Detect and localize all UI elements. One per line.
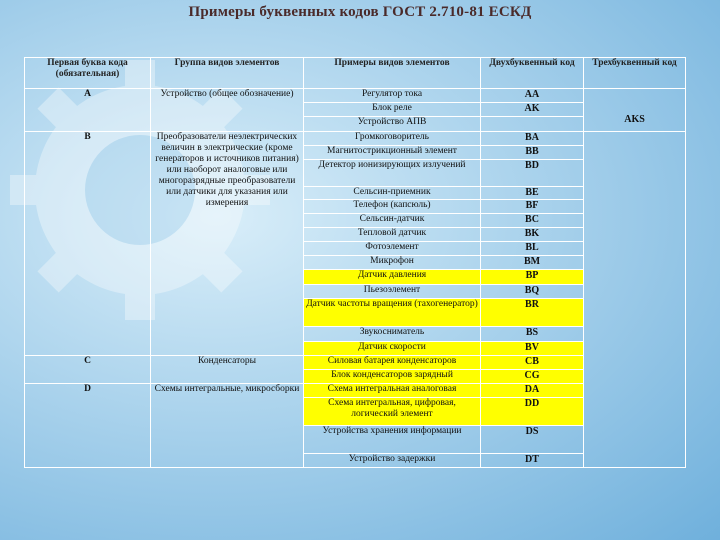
group-cell: Схемы интегральные, микросборки [151, 384, 304, 468]
two-letter-code-cell: BE [481, 187, 584, 200]
example-cell: Громкоговоритель [304, 132, 481, 146]
two-letter-code-cell [481, 117, 584, 132]
group-cell: Конденсаторы [151, 356, 304, 384]
example-cell: Блок конденсаторов зарядный [304, 370, 481, 384]
two-letter-code-cell: BD [481, 160, 584, 187]
two-letter-code-cell: BM [481, 256, 584, 270]
two-letter-code-cell: BB [481, 146, 584, 160]
header-examples: Примеры видов элементов [304, 58, 481, 89]
codes-table [24, 57, 686, 468]
header-three-letter: Трехбуквенный код [584, 58, 686, 89]
two-letter-code-cell: BR [481, 299, 584, 327]
group-cell: Преобразователи неэлектрических величин в электрические (кроме генераторов и источников питания) или наоборот аналоговые или многоразрядные преобразователи или датчики для указания или измерения [151, 132, 304, 356]
example-cell: Датчик скорости [304, 342, 481, 356]
example-cell: Блок реле [304, 103, 481, 117]
two-letter-code-cell: DA [481, 384, 584, 398]
two-letter-code-cell: CG [481, 370, 584, 384]
header-two-letter: Двухбуквенный код [481, 58, 584, 89]
first-letter-cell: D [25, 384, 151, 468]
page-title: Примеры буквенных кодов ГОСТ 2.710-81 ЕСКД [188, 4, 532, 20]
example-cell: Микрофон [304, 256, 481, 270]
two-letter-code-cell: BF [481, 200, 584, 214]
example-cell: Схема интегральная аналоговая [304, 384, 481, 398]
example-cell: Силовая батарея конденсаторов [304, 356, 481, 370]
first-letter-cell: B [25, 132, 151, 356]
group-cell: Устройство (общее обозначение) [151, 89, 304, 132]
example-cell: Звукосниматель [304, 327, 481, 342]
two-letter-code-cell: BC [481, 214, 584, 228]
two-letter-code-cell: DD [481, 398, 584, 426]
two-letter-code-cell: AA [481, 89, 584, 103]
first-letter-cell: C [25, 356, 151, 384]
three-letter-code-cell-empty [584, 132, 686, 468]
two-letter-code-cell: CB [481, 356, 584, 370]
example-cell: Устройства хранения информации [304, 426, 481, 454]
three-letter-code-cell: AKS [584, 89, 686, 132]
example-cell: Схема интегральная, цифровая, логический элемент [304, 398, 481, 426]
example-cell: Телефон (капсюль) [304, 200, 481, 214]
example-cell: Пьезоэлемент [304, 285, 481, 299]
two-letter-code-cell: DT [481, 454, 584, 468]
two-letter-code-cell: BQ [481, 285, 584, 299]
two-letter-code-cell: DS [481, 426, 584, 454]
example-cell: Устройство задержки [304, 454, 481, 468]
two-letter-code-cell: BL [481, 242, 584, 256]
example-cell: Магнитострикционный элемент [304, 146, 481, 160]
two-letter-code-cell: AK [481, 103, 584, 117]
example-cell: Тепловой датчик [304, 228, 481, 242]
first-letter-cell: A [25, 89, 151, 132]
example-cell: Регулятор тока [304, 89, 481, 103]
table-row [25, 132, 686, 146]
header-first-letter: Первая буква кода (обязательная) [25, 58, 151, 89]
example-cell: Сельсин-приемник [304, 187, 481, 200]
example-cell: Устройство АПВ [304, 117, 481, 132]
two-letter-code-cell: BV [481, 342, 584, 356]
two-letter-code-cell: BA [481, 132, 584, 146]
header-group: Группа видов элементов [151, 58, 304, 89]
example-cell: Детектор ионизирующих излучений [304, 160, 481, 187]
two-letter-code-cell: BS [481, 327, 584, 342]
table-row [25, 89, 686, 103]
example-cell: Сельсин-датчик [304, 214, 481, 228]
two-letter-code-cell: BP [481, 270, 584, 285]
example-cell: Датчик частоты вращения (тахогенератор) [304, 299, 481, 327]
example-cell: Датчик давления [304, 270, 481, 285]
example-cell: Фотоэлемент [304, 242, 481, 256]
two-letter-code-cell: BK [481, 228, 584, 242]
